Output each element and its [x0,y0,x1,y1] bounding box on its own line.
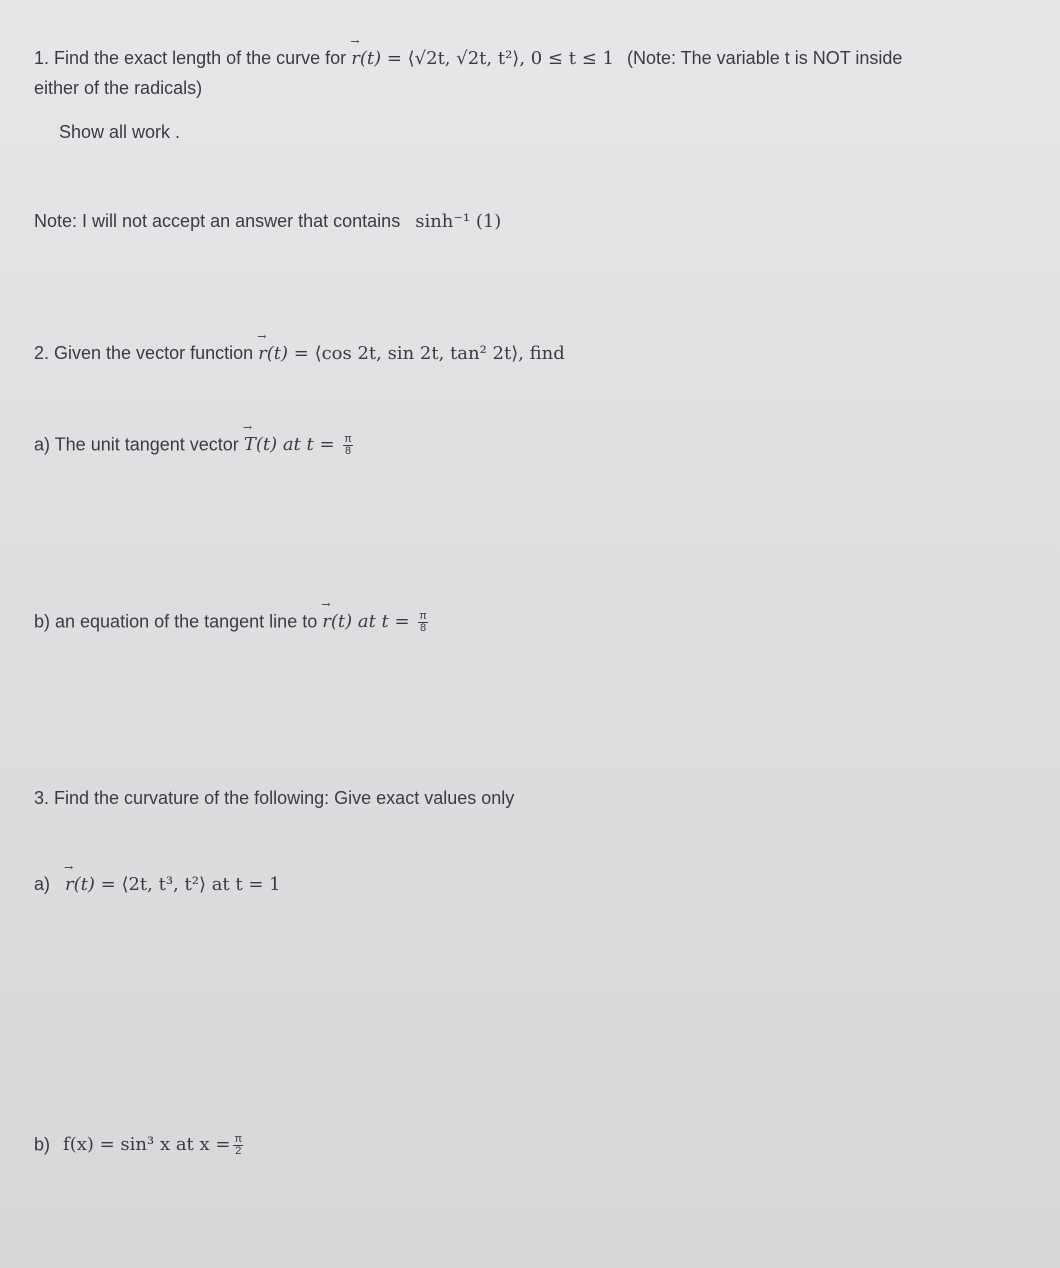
q1-note2-text: Note: I will not accept an answer that contains [34,211,401,231]
q1-note2-math: sinh⁻¹ (1) [415,211,502,232]
q1-line1 [34,48,902,69]
q2a-text: a) The unit tangent vector [34,434,239,455]
q1-line2: either of the radicals) [34,78,203,98]
q1-note: (Note: The variable t is NOT inside [626,48,903,68]
q1-note2 [34,211,501,232]
q3-header: 3. Find the curvature of the following: Give exact values only [34,788,515,808]
q2a-line [34,434,353,457]
q2-formula: ⟨cos 2t, sin 2t, tan² 2t⟩, find [314,343,565,364]
q2a-T-of-t: → T(t) at t = [244,434,340,455]
q3b-line [34,1134,243,1157]
q1-r-of-t: → r(t) = [351,48,407,69]
q3b-pi-over-2: $\frac{\pi}{2}$ [234,1133,243,1157]
q2a-pi-over-8: $\frac{\pi}{8}$ [344,433,352,457]
q2b-line [34,611,428,634]
q3a-label: a) [34,874,51,894]
q1-formula: ⟨√2t, √2t, t²⟩, 0 ≤ t ≤ 1 [407,48,614,69]
q2b-pi-over-8: $\frac{\pi}{8}$ [419,610,427,634]
q3b-label: b) [34,1134,51,1155]
q3b-formula: f(x) = sin³ x at x = [63,1134,231,1156]
q3a-r-of-t: → r(t) = [65,874,121,895]
q1-prefix: 1. Find the exact length of the curve for [34,48,347,68]
q2b-r-of-t: → r(t) at t = [322,611,415,632]
q2-r-of-t: → r(t) = [258,343,314,364]
q2-line [34,343,565,364]
q2b-text: b) an equation of the tangent line to [34,611,318,632]
q1-show-work: Show all work . [59,122,181,142]
q2-prefix: 2. Given the vector function [34,343,254,363]
q3a-formula: ⟨2t, t³, t²⟩ at t = 1 [121,874,281,895]
q3a-line [34,874,281,895]
